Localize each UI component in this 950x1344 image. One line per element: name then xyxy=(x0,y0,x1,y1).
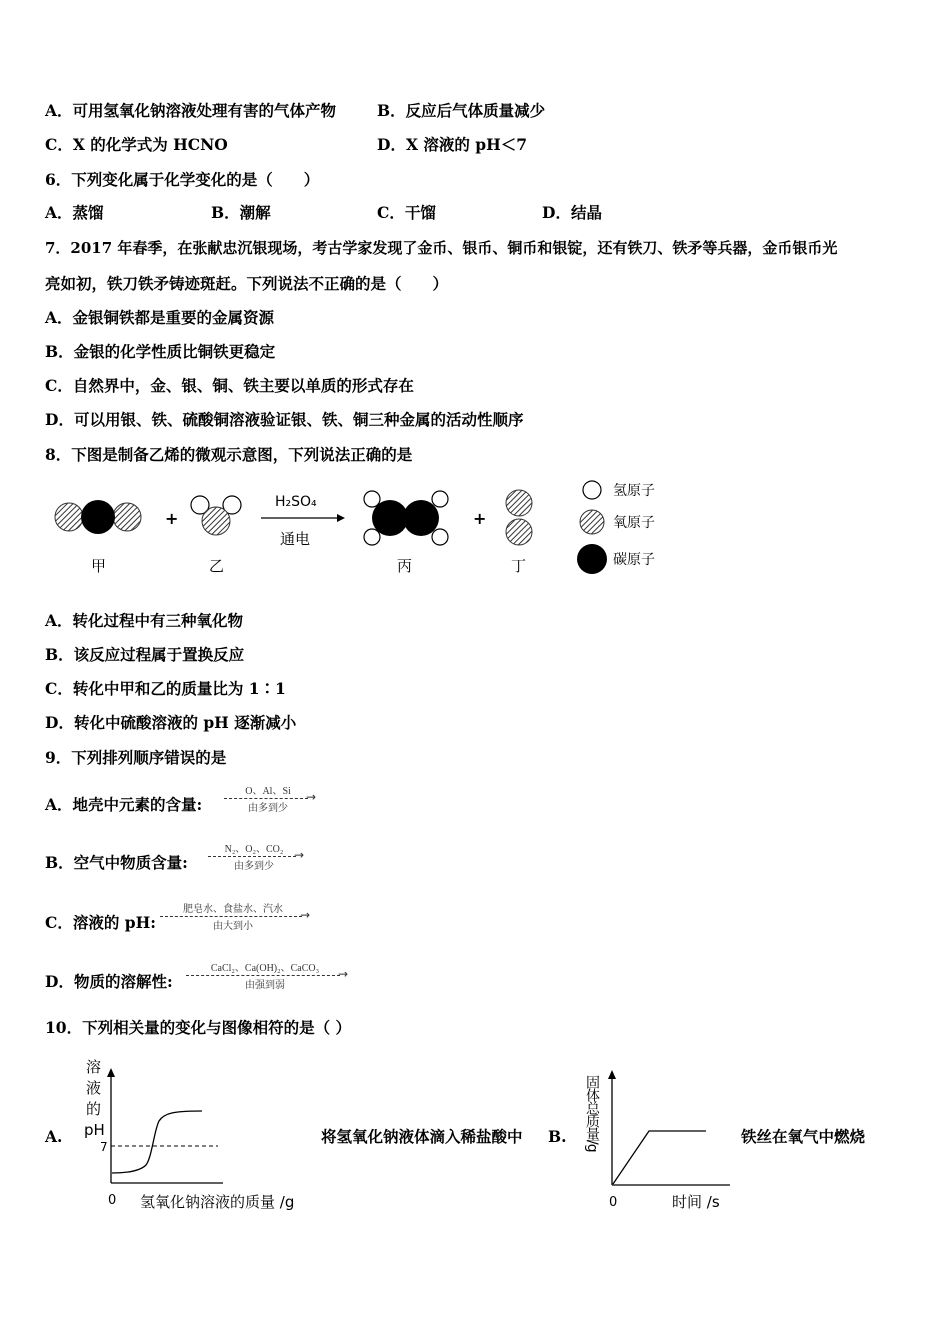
q9-option-d: D．物质的溶解性: xyxy=(45,972,173,991)
q10-option-a-letter: A. xyxy=(45,1127,63,1146)
q6-option-d: D．结晶 xyxy=(542,203,602,222)
graph-a-ylabel-1: 溶 xyxy=(86,1058,102,1076)
graph-a-tick-7: 7 xyxy=(100,1140,108,1154)
legend-oxygen: 氧原子 xyxy=(613,515,655,531)
q9-b-order: N₂、O₂、CO₂ xyxy=(224,844,284,855)
q9-c-order: 肥皂水、食盐水、汽水 xyxy=(183,904,283,915)
q8-option-d: D．转化中硫酸溶液的 pH 逐渐减小 xyxy=(45,713,297,732)
arrowhead-icon: → xyxy=(305,790,316,804)
reagent-label: H₂SO₄ xyxy=(275,494,317,510)
q6-option-c: C．干馏 xyxy=(377,203,436,222)
arrowhead-icon: → xyxy=(299,908,310,922)
graph-a-xlabel: 氢氧化钠溶液的质量 /g xyxy=(140,1193,295,1211)
q9-option-c: C．溶液的 pH: xyxy=(45,913,156,932)
graph-b-ylabel: 固体总质量/g xyxy=(584,1075,600,1152)
label-yi: 乙 xyxy=(209,557,225,575)
graph-a-origin: 0 xyxy=(108,1193,117,1208)
q7-option-d: D．可以用银、铁、硫酸铜溶液验证银、铁、铜三种金属的活动性顺序 xyxy=(45,410,524,429)
q7-option-b: B．金银的化学性质比铜铁更稳定 xyxy=(45,342,276,361)
q9-c-direction: 由大到小 xyxy=(213,921,253,932)
q10-option-b-letter: B. xyxy=(548,1127,567,1146)
q6-option-a: A．蒸馏 xyxy=(45,203,104,222)
molecule-yi xyxy=(191,496,241,535)
graph-b-origin: 0 xyxy=(609,1195,618,1210)
q5-option-b: B．反应后气体质量减少 xyxy=(377,101,546,120)
q10-option-a-description: 将氢氧化钠液体滴入稀盐酸中 xyxy=(321,1127,523,1146)
q9-d-order: CaCl₂、Ca(OH)₂、CaCO₃ xyxy=(210,963,320,974)
q9-option-a: A．地壳中元素的含量: xyxy=(45,795,203,814)
legend xyxy=(577,481,655,574)
molecule-bing xyxy=(364,491,448,545)
q8-option-a: A．转化过程中有三种氧化物 xyxy=(45,611,244,630)
graph-a-ylabel-4: pH xyxy=(84,1121,105,1139)
graph-b-line xyxy=(613,1131,706,1184)
q10-stem: 10．下列相关量的变化与图像相符的是（ ） xyxy=(45,1018,351,1037)
q8-molecule-diagram xyxy=(45,480,685,590)
q9-d-direction: 由强到弱 xyxy=(245,980,285,991)
q8-option-c: C．转化中甲和乙的质量比为 1∶1 xyxy=(45,679,286,698)
molecule-ding xyxy=(506,490,532,545)
q9-a-order: O、Al、Si xyxy=(245,786,291,797)
q9-option-a-arrow xyxy=(224,782,316,814)
q9-option-b-arrow xyxy=(208,840,304,872)
label-jia: 甲 xyxy=(91,557,107,575)
condition-label: 通电 xyxy=(280,530,311,548)
q10-graph-b xyxy=(582,1065,737,1215)
q9-stem: 9．下列排列顺序错误的是 xyxy=(45,748,227,767)
plus-sign-1: + xyxy=(165,509,179,528)
graph-a-curve xyxy=(112,1111,202,1173)
arrowhead-icon: → xyxy=(293,848,304,862)
q8-stem: 8．下图是制备乙烯的微观示意图，下列说法正确的是 xyxy=(45,445,413,464)
legend-carbon: 碳原子 xyxy=(613,552,655,568)
graph-a-ylabel-3: 的 xyxy=(86,1100,102,1118)
graph-a-ylabel-2: 液 xyxy=(86,1079,102,1097)
q7-stem-line2: 亮如初，铁刀铁矛铸迹斑赶。下列说法不正确的是（ ） xyxy=(45,274,449,293)
q9-option-c-arrow xyxy=(160,900,310,932)
q9-option-d-arrow xyxy=(186,959,348,991)
q6-option-b: B．潮解 xyxy=(211,203,271,222)
q10-option-b-description: 铁丝在氧气中燃烧 xyxy=(741,1127,866,1146)
q6-stem: 6．下列变化属于化学变化的是（ ） xyxy=(45,170,320,189)
q10-graph-a xyxy=(78,1053,328,1215)
q5-option-d: D．X 溶液的 pH＜7 xyxy=(377,135,528,154)
q5-option-a: A．可用氢氧化钠溶液处理有害的气体产物 xyxy=(45,101,337,120)
q7-option-c: C．自然界中，金、银、铜、铁主要以单质的形式存在 xyxy=(45,376,414,395)
q8-option-b: B．该反应过程属于置换反应 xyxy=(45,645,245,664)
q5-option-c: C．X 的化学式为 HCNO xyxy=(45,135,228,154)
q9-a-direction: 由多到少 xyxy=(248,803,288,814)
graph-b-xlabel: 时间 /s xyxy=(672,1193,720,1211)
q7-stem-line1: 7．2017 年春季，在张献忠沉银现场，考古学家发现了金币、银币、铜币和银锭，还有铁刀、铁矛等兵器，金币银币光 xyxy=(45,239,838,257)
legend-hydrogen: 氢原子 xyxy=(613,483,655,499)
plus-sign-2: + xyxy=(473,509,487,528)
q9-b-direction: 由多到少 xyxy=(234,861,274,872)
molecule-jia xyxy=(55,500,141,534)
label-bing: 丙 xyxy=(397,557,413,575)
arrowhead-icon: → xyxy=(337,967,348,981)
label-ding: 丁 xyxy=(511,557,527,575)
q7-option-a: A．金银铜铁都是重要的金属资源 xyxy=(45,308,275,327)
q9-option-b: B．空气中物质含量: xyxy=(45,853,188,872)
